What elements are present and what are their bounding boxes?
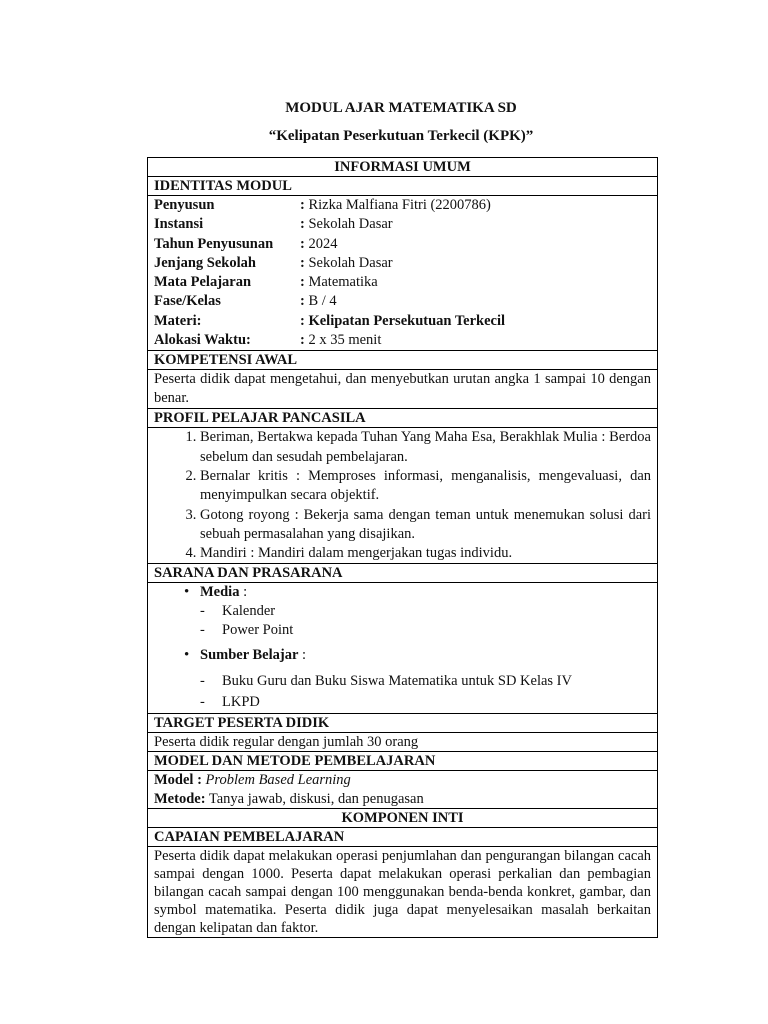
profil-item: 2. Bernalar kritis : Memproses informasi, menganalisis, mengevaluasi, dan menyimpulkan secara objektif. [200, 467, 651, 506]
sumber-items [200, 671, 651, 713]
identitas-value-materi: Kelipatan Persekutuan Terkecil [308, 312, 506, 329]
identitas-separator: : [300, 254, 309, 271]
section-sarana: SARANA DAN PRASARANA [148, 564, 658, 583]
identitas-label: Instansi [154, 216, 204, 233]
media-item: - Kalender [200, 603, 276, 620]
dash-icon: - [200, 673, 205, 690]
identitas-value: Sekolah Dasar [308, 254, 393, 271]
bullet-icon: • [184, 647, 190, 664]
identitas-row [154, 254, 651, 273]
section-capaian: CAPAIAN PEMBELAJARAN [148, 828, 658, 847]
profil-list [154, 428, 651, 563]
identitas-row [154, 235, 651, 254]
identitas-separator: : [300, 332, 309, 349]
identitas-value: 2 x 35 menit [308, 332, 382, 349]
identitas-row [154, 215, 651, 234]
media-colon: : [239, 584, 248, 601]
identitas-label: Alokasi Waktu: [154, 332, 251, 349]
sumber-label: Sumber Belajar [200, 647, 299, 664]
identitas-label: Materi: [154, 312, 202, 329]
dash-icon: - [200, 603, 205, 620]
identitas-row [154, 273, 651, 292]
identitas-label: Jenjang Sekolah [154, 254, 256, 271]
section-profil-pelajar: PROFIL PELAJAR PANCASILA [148, 409, 658, 428]
section-informasi-umum: INFORMASI UMUM [148, 158, 658, 177]
profil-item: 1. Beriman, Bertakwa kepada Tuhan Yang Maha Esa, Berakhlak Mulia : Berdoa sebelum dan sesudah pembelajaran. [200, 428, 651, 467]
kompetensi-awal-text: Peserta didik dapat mengetahui, dan menyebutkan urutan angka 1 sampai 10 dengan benar. [148, 370, 658, 409]
sumber-colon: : [298, 647, 307, 664]
identitas-label: Penyusun [154, 197, 215, 213]
media-label: Media [200, 584, 240, 601]
identitas-label: Fase/Kelas [154, 293, 221, 310]
document-title: MODUL AJAR MATEMATIKA SD [285, 100, 517, 116]
profil-list-cell [148, 428, 658, 564]
section-identitas-modul: IDENTITAS MODUL [148, 177, 658, 196]
identitas-value: B / 4 [308, 293, 337, 310]
sarana-sumber [184, 646, 651, 713]
document-subtitle: “Kelipatan Peserkutuan Terkecil (KPK)” [268, 128, 534, 144]
model-row [154, 771, 651, 790]
sumber-item: - LKPD [200, 692, 651, 713]
identitas-row [154, 292, 651, 311]
dash-icon: - [200, 621, 205, 638]
identitas-separator: : [300, 293, 309, 310]
section-komponen-inti: KOMPONEN INTI [148, 809, 658, 828]
capaian-text: Peserta didik dapat melakukan operasi penjumlahan dan pengurangan bilangan cacah sampai dengan 1000. Peserta dapat melakukan operasi perkalian dan pembagian bilangan cacah sampai dengan 100 menggunakan benda-benda konkret, gambar, dan symbol matematika. Peserta didik juga dapat menyelesaikan masalah berkaitan dengan kelipatan dan faktor. [148, 847, 658, 938]
section-target: TARGET PESERTA DIDIK [148, 714, 658, 733]
identitas-separator: : [300, 274, 309, 291]
identitas-block [148, 196, 658, 351]
identitas-row [154, 196, 651, 215]
identitas-separator: : [300, 235, 309, 252]
media-items [200, 602, 651, 639]
model-label: Model : [154, 772, 206, 789]
bullet-icon: • [184, 584, 190, 601]
identitas-row [154, 312, 651, 331]
dash-icon: - [200, 694, 205, 711]
identitas-value: 2024 [308, 235, 338, 252]
identitas-label: Tahun Penyusunan [154, 235, 274, 252]
identitas-label: Mata Pelajaran [154, 274, 252, 291]
sarana-media [184, 583, 651, 639]
identitas-separator: : [300, 216, 309, 233]
profil-item: 4. Mandiri : Mandiri dalam mengerjakan tugas individu. [200, 544, 651, 563]
identitas-row [154, 331, 651, 350]
metode-label: Metode: [154, 790, 206, 807]
metode-row [154, 790, 651, 809]
sarana-cell [148, 583, 658, 714]
identitas-separator: : [300, 197, 309, 213]
sumber-item: - Buku Guru dan Buku Siswa Matematika untuk SD Kelas IV [200, 671, 651, 692]
identitas-value: Rizka Malfiana Fitri (2200786) [308, 197, 491, 213]
section-model-metode: MODEL DAN METODE PEMBELAJARAN [148, 752, 658, 771]
section-kompetensi-awal: KOMPETENSI AWAL [148, 351, 658, 370]
profil-item: 3. Gotong royong : Bekerja sama dengan teman untuk menemukan solusi dari sebuah permasalahan yang disajikan. [200, 506, 651, 545]
target-text: Peserta didik regular dengan jumlah 30 orang [148, 733, 658, 752]
sarana-list [154, 583, 651, 713]
metode-value: Tanya jawab, diskusi, dan penugasan [205, 790, 424, 807]
model-value: Problem Based Learning [205, 772, 351, 789]
identitas-value: Sekolah Dasar [308, 216, 393, 233]
identitas-value: Matematika [308, 274, 378, 291]
media-item: - Power Point [200, 621, 294, 638]
model-metode-cell [148, 771, 658, 809]
module-table [147, 157, 658, 938]
identitas-separator: : [300, 312, 309, 329]
